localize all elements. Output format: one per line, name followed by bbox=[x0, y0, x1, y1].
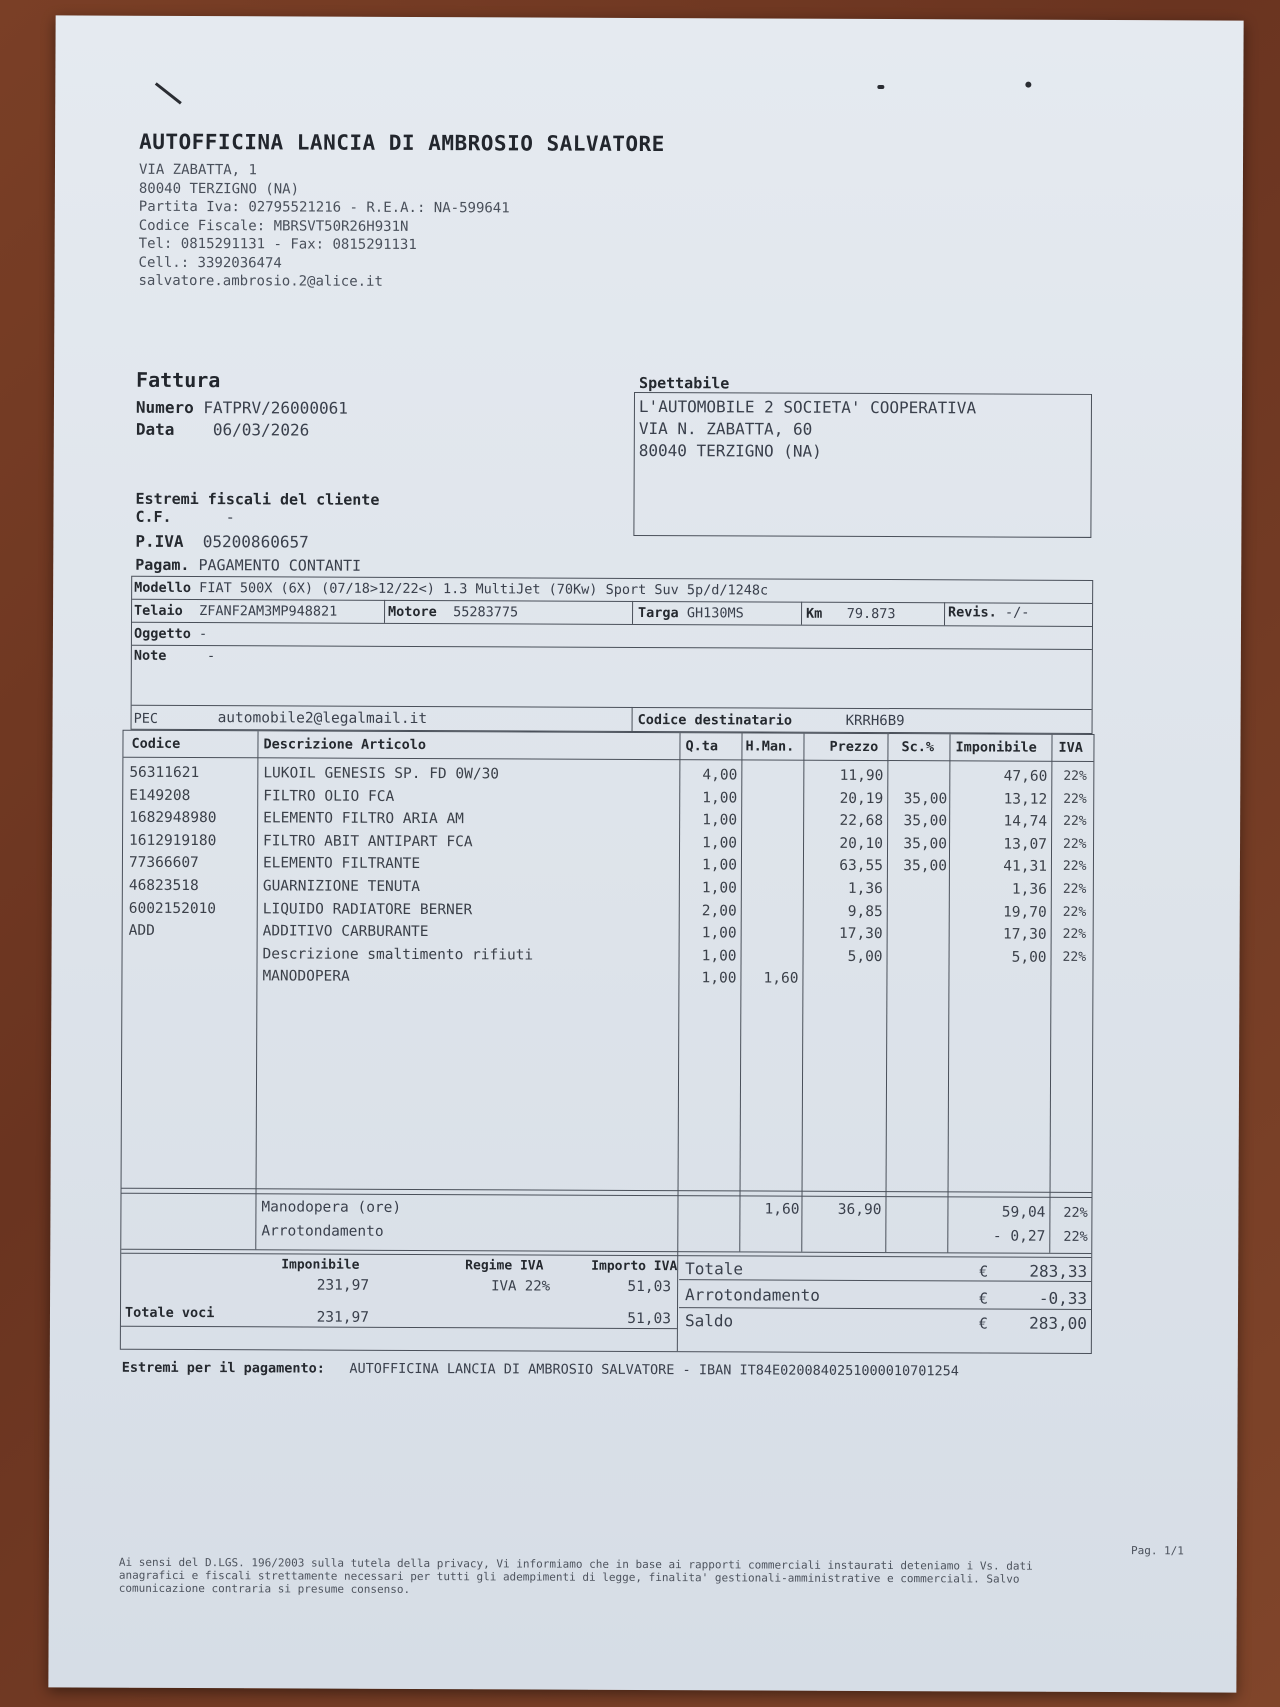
saldo-label: Saldo bbox=[684, 1311, 734, 1331]
oggetto-value: - bbox=[198, 626, 208, 643]
motore-label: Motore bbox=[388, 603, 437, 621]
col-header-hman: H.Man. bbox=[745, 738, 795, 755]
payment-row bbox=[122, 1360, 959, 1380]
cell-imponibile: 19,70 bbox=[1003, 904, 1047, 921]
totale-label: Totale bbox=[685, 1259, 744, 1279]
modello-label: Modello bbox=[134, 579, 192, 597]
cell-descrizione: FILTRO OLIO FCA bbox=[263, 787, 395, 805]
ink-mark bbox=[1025, 82, 1031, 88]
saldo-currency: € bbox=[978, 1314, 989, 1333]
cell-descrizione: MANODOPERA bbox=[262, 968, 350, 986]
company-line: Cell.: 3392036474 bbox=[138, 254, 282, 271]
cell-qta: 1,00 bbox=[702, 789, 738, 806]
pagam-value: PAGAMENTO CONTANTI bbox=[198, 556, 362, 575]
cell-codice: 46823518 bbox=[128, 877, 199, 895]
km-label: Km bbox=[806, 605, 823, 622]
col-header-imponibile: Imponibile bbox=[955, 739, 1037, 756]
table-row bbox=[122, 968, 1092, 995]
col-header-qta: Q.ta bbox=[685, 738, 719, 755]
cell-codice bbox=[129, 946, 255, 947]
document-number: FATPRV/26000061 bbox=[203, 398, 348, 418]
recipient-label: Spettabile bbox=[639, 373, 730, 393]
payment-text: AUTOFFICINA LANCIA DI AMBROSIO SALVATORE - IBAN IT84E0200840251000010701254 bbox=[349, 1360, 959, 1380]
cell-imponibile: 14,74 bbox=[1003, 813, 1048, 830]
totals-regime-label: Regime IVA bbox=[465, 1258, 544, 1274]
totals-imponibile-label: Imponibile bbox=[281, 1257, 360, 1273]
summary-arrotondamento-imponibile: - 0,27 bbox=[992, 1228, 1046, 1245]
summary-manodopera-prezzo: 36,90 bbox=[837, 1201, 882, 1219]
cell-prezzo: 63,55 bbox=[839, 858, 883, 875]
cell-codice: 1682948980 bbox=[129, 809, 217, 827]
fiscal-cf-row bbox=[135, 508, 234, 526]
cell-sconto: 35,00 bbox=[903, 835, 948, 853]
company-name: AUTOFFICINA LANCIA DI AMBROSIO SALVATORE bbox=[139, 129, 665, 157]
totale-voci-label: Totale voci bbox=[124, 1304, 215, 1322]
cell-qta: 1,00 bbox=[702, 812, 738, 829]
note-label: Note bbox=[133, 647, 167, 664]
cell-qta: 1,00 bbox=[701, 948, 737, 965]
cell-qta: 1,00 bbox=[702, 835, 738, 852]
company-line: 80040 TERZIGNO (NA) bbox=[138, 180, 300, 197]
cell-qta: 4,00 bbox=[702, 767, 738, 784]
motore-cell bbox=[388, 604, 518, 621]
cell-codice bbox=[128, 968, 254, 969]
totale-currency: € bbox=[979, 1262, 989, 1281]
invoice-paper bbox=[48, 15, 1243, 1692]
codice-dest-label: Codice destinatario bbox=[637, 711, 793, 729]
cell-sconto: 35,00 bbox=[903, 858, 947, 875]
cell-codice: 77366607 bbox=[128, 855, 199, 872]
ink-mark bbox=[877, 85, 884, 89]
cell-imponibile: 5,00 bbox=[1011, 949, 1047, 966]
cell-prezzo: 22,68 bbox=[839, 813, 884, 830]
revis-value: -/- bbox=[1004, 604, 1030, 621]
cell-iva: 22% bbox=[1062, 904, 1087, 920]
document-date-row bbox=[136, 420, 309, 440]
cell-iva: 22% bbox=[1062, 881, 1087, 897]
company-line: Partita Iva: 02795521216 - R.E.A.: NA-599641 bbox=[138, 198, 510, 217]
summary-arrotondamento-label: Arrotondamento bbox=[261, 1223, 384, 1240]
cell-imponibile: 41,31 bbox=[1003, 858, 1047, 876]
payment-label: Estremi per il pagamento: bbox=[121, 1359, 325, 1377]
telaio-label: Telaio bbox=[134, 602, 183, 619]
recipient-line: VIA N. ZABATTA, 60 bbox=[638, 418, 813, 439]
data-label: Data bbox=[135, 419, 175, 439]
fiscal-piva-row bbox=[135, 532, 308, 552]
document-number-row bbox=[136, 398, 348, 418]
cell-prezzo: 17,30 bbox=[838, 926, 883, 943]
cell-iva: 22% bbox=[1062, 927, 1087, 943]
company-line: Codice Fiscale: MBRSVT50R26H931N bbox=[138, 217, 409, 235]
items-table bbox=[120, 730, 1095, 1354]
cell-sconto: 35,00 bbox=[903, 813, 948, 830]
cell-iva: 22% bbox=[1063, 814, 1087, 830]
cell-descrizione: Descrizione smaltimento rifiuti bbox=[262, 946, 534, 964]
privacy-line: comunicazione contraria si presume consenso. bbox=[118, 1581, 411, 1596]
cell-qta: 2,00 bbox=[701, 902, 737, 919]
pec-label: PEC bbox=[133, 710, 159, 727]
note-row bbox=[134, 648, 215, 664]
cell-hman: 1,60 bbox=[763, 970, 799, 988]
col-header-prezzo: Prezzo bbox=[829, 738, 879, 756]
arrotondamento-value: -0,33 bbox=[1038, 1288, 1088, 1308]
cell-codice: 1612919180 bbox=[129, 832, 217, 849]
summary-manodopera-imponibile: 59,04 bbox=[1001, 1204, 1046, 1221]
cell-iva: 22% bbox=[1063, 836, 1087, 852]
cell-qta: 1,00 bbox=[701, 880, 737, 897]
pec-value: automobile2@legalmail.it bbox=[217, 710, 428, 728]
oggetto-label: Oggetto bbox=[133, 625, 191, 643]
cell-imponibile: 47,60 bbox=[1003, 768, 1048, 785]
fiscal-pagam-row bbox=[135, 556, 361, 575]
revis-cell bbox=[948, 604, 1029, 620]
modello-row bbox=[134, 580, 768, 599]
cell-descrizione: GUARNIZIONE TENUTA bbox=[262, 878, 421, 896]
km-value: 79.873 bbox=[846, 605, 896, 623]
km-cell bbox=[806, 606, 896, 622]
note-value: - bbox=[206, 648, 216, 665]
privacy-line: anagrafici e fiscali strettamente necessari per tutti gli adempimenti di legge, finalita' gestionali-amministrative e commerciali. Salvo bbox=[118, 1568, 1020, 1586]
cell-imponibile: 1,36 bbox=[1011, 881, 1047, 898]
totale-voci-iva: 51,03 bbox=[627, 1310, 672, 1328]
piva-value: 05200860657 bbox=[202, 532, 309, 552]
col-header-sconto: Sc.% bbox=[901, 739, 935, 756]
cell-iva: 22% bbox=[1062, 859, 1087, 875]
recipient-line: L'AUTOMOBILE 2 SOCIETA' COOPERATIVA bbox=[638, 396, 977, 418]
cell-qta: 1,00 bbox=[701, 970, 737, 987]
cell-codice: 56311621 bbox=[129, 764, 200, 782]
cell-codice: E149208 bbox=[129, 787, 191, 804]
oggetto-row bbox=[134, 626, 207, 642]
cell-prezzo: 20,19 bbox=[839, 790, 884, 807]
cell-qta: 1,00 bbox=[701, 925, 737, 942]
motore-value: 55283775 bbox=[453, 604, 519, 621]
summary-manodopera-iva: 22% bbox=[1063, 1204, 1088, 1221]
cell-descrizione: ELEMENTO FILTRANTE bbox=[262, 855, 421, 873]
cell-prezzo: 1,36 bbox=[847, 880, 883, 898]
page-number: Pag. 1/1 bbox=[1130, 1544, 1184, 1558]
totals-imponibile: 231,97 bbox=[316, 1277, 370, 1294]
document-date: 06/03/2026 bbox=[212, 420, 310, 440]
totals-regime: IVA 22% bbox=[491, 1278, 551, 1295]
company-line: Tel: 0815291131 - Fax: 0815291131 bbox=[138, 235, 417, 253]
telaio-cell bbox=[134, 603, 337, 620]
cell-descrizione: LIQUIDO RADIATORE BERNER bbox=[262, 900, 473, 918]
cell-sconto: 35,00 bbox=[903, 790, 948, 807]
totale-voci-imponibile: 231,97 bbox=[316, 1309, 370, 1326]
col-header-codice: Codice bbox=[131, 735, 181, 752]
cell-iva: 22% bbox=[1063, 768, 1087, 784]
telaio-value: ZFANF2AM3MP948821 bbox=[199, 603, 338, 620]
privacy-line: Ai sensi del D.LGS. 196/2003 sulla tutela della privacy, Vi informiamo che in base ai rapporti commerciali instaurati deteniamo i Vs. dati bbox=[118, 1555, 1033, 1573]
cell-imponibile: 17,30 bbox=[1002, 926, 1047, 943]
cell-descrizione: FILTRO ABIT ANTIPART FCA bbox=[263, 833, 473, 851]
cell-descrizione: ADDITIVO CARBURANTE bbox=[262, 923, 429, 941]
cell-iva: 22% bbox=[1062, 949, 1087, 965]
totals-importo: 51,03 bbox=[627, 1278, 672, 1296]
pagam-label: Pagam. bbox=[135, 555, 190, 575]
totale-value: 283,33 bbox=[1029, 1261, 1088, 1281]
cell-descrizione: LUKOIL GENESIS SP. FD 0W/30 bbox=[263, 765, 500, 783]
targa-cell bbox=[638, 605, 744, 621]
recipient-line: 80040 TERZIGNO (NA) bbox=[638, 440, 822, 461]
summary-arrotondamento-iva: 22% bbox=[1063, 1228, 1088, 1245]
cell-qta: 1,00 bbox=[701, 857, 737, 874]
codice-dest-value: KRRH6B9 bbox=[845, 712, 905, 730]
recipient-box bbox=[633, 392, 1092, 538]
cell-prezzo: 11,90 bbox=[839, 767, 884, 785]
items-rows bbox=[123, 764, 1093, 988]
company-line: VIA ZABATTA, 1 bbox=[138, 161, 258, 179]
cf-value: - bbox=[225, 508, 235, 527]
cell-prezzo: 5,00 bbox=[847, 948, 883, 965]
modello-value: FIAT 500X (6X) (07/18>12/22<) 1.3 MultiJet (70Kw) Sport Suv 5p/d/1248c bbox=[199, 580, 769, 599]
arrotondamento-label: Arrotondamento bbox=[685, 1285, 820, 1305]
totals-importo-label: Importo IVA bbox=[591, 1258, 678, 1275]
document-title: Fattura bbox=[136, 367, 221, 393]
cell-imponibile: 13,12 bbox=[1003, 791, 1048, 808]
fiscal-heading: Estremi fiscali del cliente bbox=[135, 489, 380, 509]
cell-prezzo: 9,85 bbox=[847, 903, 883, 920]
revis-label: Revis. bbox=[948, 604, 997, 621]
vehicle-box bbox=[131, 576, 1094, 734]
cell-codice: ADD bbox=[128, 922, 155, 940]
numero-label: Numero bbox=[135, 397, 194, 418]
col-header-iva: IVA bbox=[1058, 739, 1083, 756]
company-email: salvatore.ambrosio.2@alice.it bbox=[138, 272, 383, 290]
cell-descrizione: ELEMENTO FILTRO ARIA AM bbox=[263, 810, 464, 828]
targa-value: GH130MS bbox=[686, 605, 744, 622]
cell-codice: 6002152010 bbox=[128, 900, 217, 917]
company-details bbox=[138, 161, 509, 292]
cell-iva: 22% bbox=[1063, 791, 1087, 807]
cell-prezzo: 20,10 bbox=[839, 835, 884, 852]
summary-manodopera-hman: 1,60 bbox=[764, 1201, 800, 1218]
privacy-notice bbox=[119, 1556, 1033, 1599]
piva-label: P.IVA bbox=[135, 531, 184, 551]
summary-manodopera-label: Manodopera (ore) bbox=[261, 1199, 402, 1216]
col-header-descrizione: Descrizione Articolo bbox=[263, 736, 427, 754]
targa-label: Targa bbox=[638, 604, 679, 622]
arrotondamento-currency: € bbox=[979, 1289, 989, 1308]
cell-imponibile: 13,07 bbox=[1003, 836, 1048, 853]
ink-mark bbox=[155, 82, 182, 104]
saldo-value: 283,00 bbox=[1029, 1313, 1087, 1333]
cf-label: C.F. bbox=[135, 507, 172, 526]
